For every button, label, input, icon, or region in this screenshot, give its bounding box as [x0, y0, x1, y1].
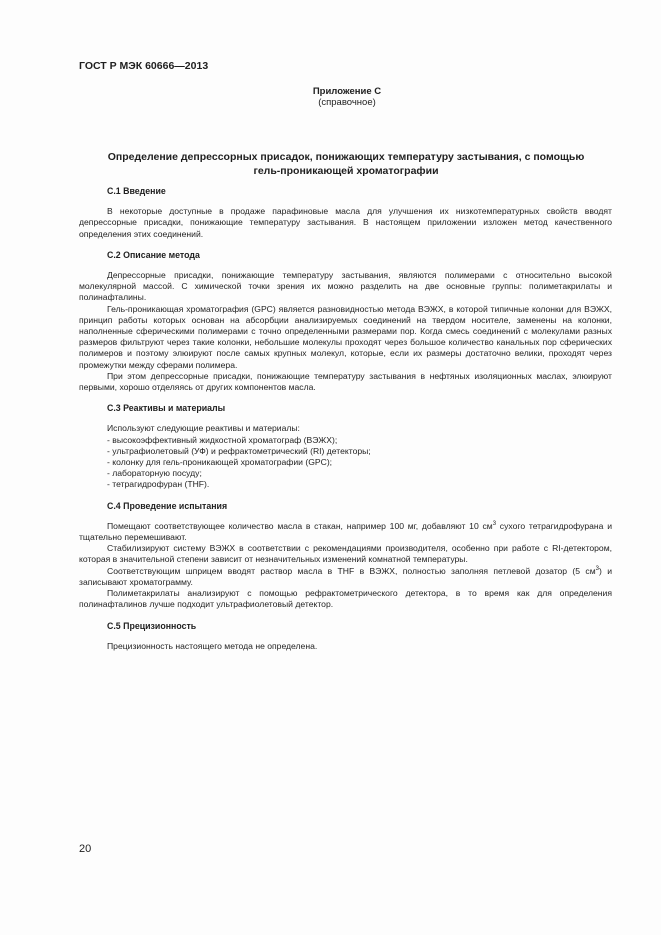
s2-paragraph-3: При этом депрессорные присадки, понижающие температуру застывания в нефтяных изоляционных маслах, элюируют первыми, хорошо отделяясь от других компонентов масла. [79, 370, 612, 393]
s2-paragraph-1: Депрессорные присадки, понижающие температуру застывания, являются полимерами с относительно высокой молекулярной массой. С химической точки зрения их можно разделить на две основные группы: полиметакрилаты и полинафталины. [79, 270, 612, 303]
s5-paragraph-1: Прецизионность настоящего метода не определена. [107, 640, 318, 651]
s4-paragraph-4: Полиметакрилаты анализируют с помощью рефрактометрического детектора, в то время как для определения полинафталинов лучше подходит ультрафиолетовый детектор. [79, 588, 612, 610]
list-item: - лабораторную посуду; [107, 468, 202, 479]
section-heading-5: С.5 Прецизионность [107, 620, 197, 631]
page-number: 20 [79, 843, 92, 855]
s4-paragraph-2: Стабилизируют систему ВЭЖХ в соответствии с рекомендациями производителя, особенно при работе с RI-детектором, которая в значительной степени зависит от незначительных изменений комнатной температуры. [79, 543, 612, 565]
list-item: - высокоэффективный жидкостной хроматограф (ВЭЖХ); [107, 434, 338, 445]
s2-paragraph-2: Гель-проникающая хроматография (GPC) является разновидностью метода ВЭЖХ, в которой типичные колонки для ВЭЖХ, принцип работы которых основан на абсорбции анализируемых соединений на твердом носителе, заменены на колонки, наполненные сферическими полимерами с точно определенными размерами пор. Когда смесь соединений с молекулами разных размеров фильтруют через такие колонки, небольшие молекулы проходят через большое количество канальных пор сферических полимеров и поэтому элюируют после самых крупных молекул, которые, если их размеры достаточно велики, проходят через промежутки между сферами полимера. [79, 303, 612, 370]
section-heading-3: С.3 Реактивы и материалы [107, 403, 226, 414]
section-heading-1: С.1 Введение [107, 186, 166, 196]
appendix-note: (справочное) [318, 97, 376, 108]
appendix-label: Приложение С [312, 86, 382, 97]
standard-header: ГОСТ Р МЭК 60666—2013 [79, 60, 209, 72]
document-title [80, 150, 612, 178]
s4-paragraph-1: Помещают соответствующее количество масла в стакан, например 100 мг, добавляют 10 $см^3$ сухого тетрагидрофурана и тщательно перемешивают. [79, 520, 612, 543]
s4-paragraph-3: Соответствующим шприцем вводят раствор масла в THF в ВЭЖХ, полностью заполняя петлевой дозатор (5 $см^3$) и записывают хроматограмму. [79, 565, 612, 587]
title-line-1: Определение депрессорных присадок, понижающих температуру застывания, с помощью [107, 151, 585, 163]
s3-intro: Используют следующие реактивы и материалы: [107, 423, 300, 434]
appendix-block [0, 86, 661, 108]
list-item: - колонку для гель-проникающей хроматографии (GPC); [107, 457, 333, 468]
list-item: - ультрафиолетовый (УФ) и рефрактометрический (RI) детекторы; [107, 445, 371, 456]
title-line-2: гель-проникающей хроматографии [253, 165, 439, 177]
section-heading-2: С.2 Описание метода [107, 249, 200, 260]
document-body [79, 186, 612, 652]
list-item: - тетрагидрофуран (THF). [107, 479, 210, 490]
materials-list [79, 435, 612, 491]
s1-paragraph-1: В некоторые доступные в продаже парафиновые масла для улучшения их низкотемпературных свойств вводят депрессорные присадки, понижающие температуру застывания. В настоящем приложении изложен метод качественного определения этих соединений. [79, 206, 612, 239]
section-heading-4: С.4 Проведение испытания [107, 500, 228, 511]
